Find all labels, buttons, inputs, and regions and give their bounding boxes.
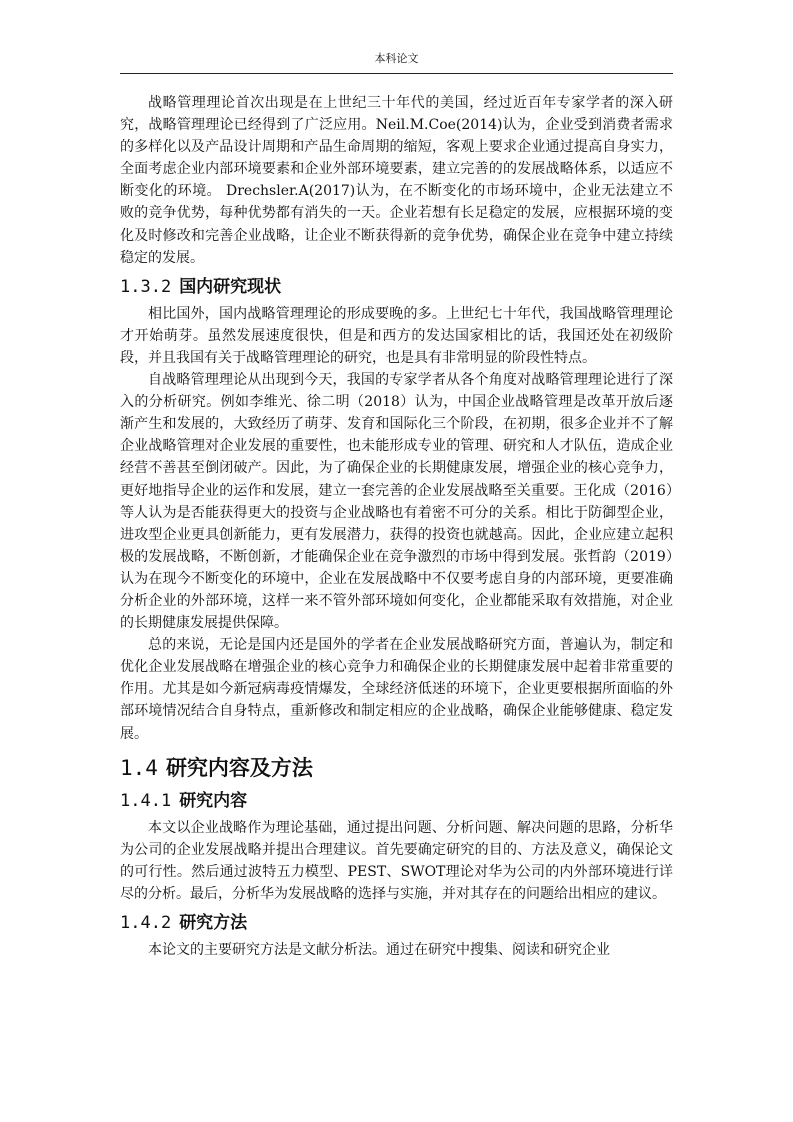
paragraph-summary: 总的来说，无论是国内还是国外的学者在企业发展战略研究方面，普遍认为，制定和优化企业发展战略在增强企业的核心竞争力和确保企业的长期健康发展中起着非常重要的作用。尤其是如今新冠病毒疫情爆发，全球经济低迷的环境下，企业更要根据所面临的外部环境情况结合自身特点，重新修改和制定相应的企业战略，确保企业能够健康、稳定发展。 <box>120 637 673 742</box>
running-header: 本科论文 <box>374 52 419 65</box>
heading-number: 1.4 <box>120 755 158 780</box>
heading-1-4-2 <box>120 911 673 935</box>
paragraph-foreign-research: 战略管理理论首次出现是在上世纪三十年代的美国，经过近百年专家学者的深入研究，战略管理理论已经得到了广泛应用。Neil.M.Coe(2014)认为，企业受到消费者需求的多样化以及产品设计周期和产品生命周期的缩短，客观上要求企业通过提高自身实力，全面考虑企业内部环境要素和企业外部环境要素，建立完善的的发展战略体系，以适应不断变化的环境。 Drechsler.A(2017)认为，在不断变化的市场环境中，企业无法建立不败的竞争优势，每种优势都有消失的一天。企业若想有长足稳定的发展，应根据环境的变化及时修改和完善企业战略，让企业不断获得新的竞争优势，确保企业在竞争中建立持续稳定的发展。 <box>120 95 673 266</box>
heading-title: 研究方法 <box>179 913 248 933</box>
paragraph-domestic-intro: 相比国外，国内战略管理理论的形成要晚的多。上世纪七十年代，我国战略管理理论才开始萌芽。虽然发展速度很快，但是和西方的发达国家相比的话，我国还处在初级阶段，并且我国有关于战略管理理论的研究，也是具有非常明显的阶段性特点。 <box>120 305 673 366</box>
heading-1-4-1 <box>120 789 673 813</box>
heading-number: 1.3.2 <box>120 276 172 297</box>
paragraph-research-content: 本文以企业战略作为理论基础，通过提出问题、分析问题、解决问题的思路，分析华为公司的企业发展战略并提出合理建议。首先要确定研究的目的、方法及意义，确保论文的可行性。然后通过波特五力模型、PEST、SWOT理论对华为公司的内外部环境进行详尽的分析。最后，分析华为发展战略的选择与实施，并对其存在的问题给出相应的建议。 <box>120 819 673 902</box>
heading-title: 国内研究现状 <box>179 276 282 297</box>
heading-title: 研究内容 <box>179 790 248 811</box>
heading-number: 1.4.1 <box>120 790 172 811</box>
paragraph-research-method: 本论文的主要研究方法是文献分析法。通过在研究中搜集、阅读和研究企业 <box>148 942 610 958</box>
heading-number: 1.4.2 <box>120 913 172 933</box>
paragraph-domestic-scholars: 自战略管理理论从出现到今天，我国的专家学者从各个角度对战略管理理论进行了深入的分析研究。例如李维光、徐二明（2018）认为，中国企业战略管理是改革开放后逐渐产生和发展的，大致经历了萌芽、发育和国际化三个阶段，在初期，很多企业并不了解企业战略管理对企业发展的重要性，也未能形成专业的管理、研究和人才队伍，造成企业经营不善甚至倒闭破产。因此，为了确保企业的长期健康发展，增强企业的核心竞争力，更好地指导企业的运作和发展，建立一套完善的企业发展战略至关重要。王化成（2016）等人认为是否能获得更大的投资与企业战略也有着密不可分的关系。相比于防御型企业，进攻型企业更具创新能力，更有发展潜力，获得的投资也就越高。因此，企业应建立起积极的发展战略，不断创新，才能确保企业在竞争激烈的市场中得到发展。张哲韵（2019）认为在现今不断变化的环境中，企业在发展战略中不仅要考虑自身的内部环境，更要准确分析企业的外部环境，这样一来不管外部环境如何变化，企业都能采取有效措施，对企业的长期健康发展提供保障。 <box>120 372 673 632</box>
header-rule <box>120 73 673 74</box>
heading-1-3-2 <box>120 275 673 299</box>
body-content <box>120 92 673 961</box>
heading-1-4 <box>120 753 673 783</box>
heading-title: 研究内容及方法 <box>165 755 313 780</box>
